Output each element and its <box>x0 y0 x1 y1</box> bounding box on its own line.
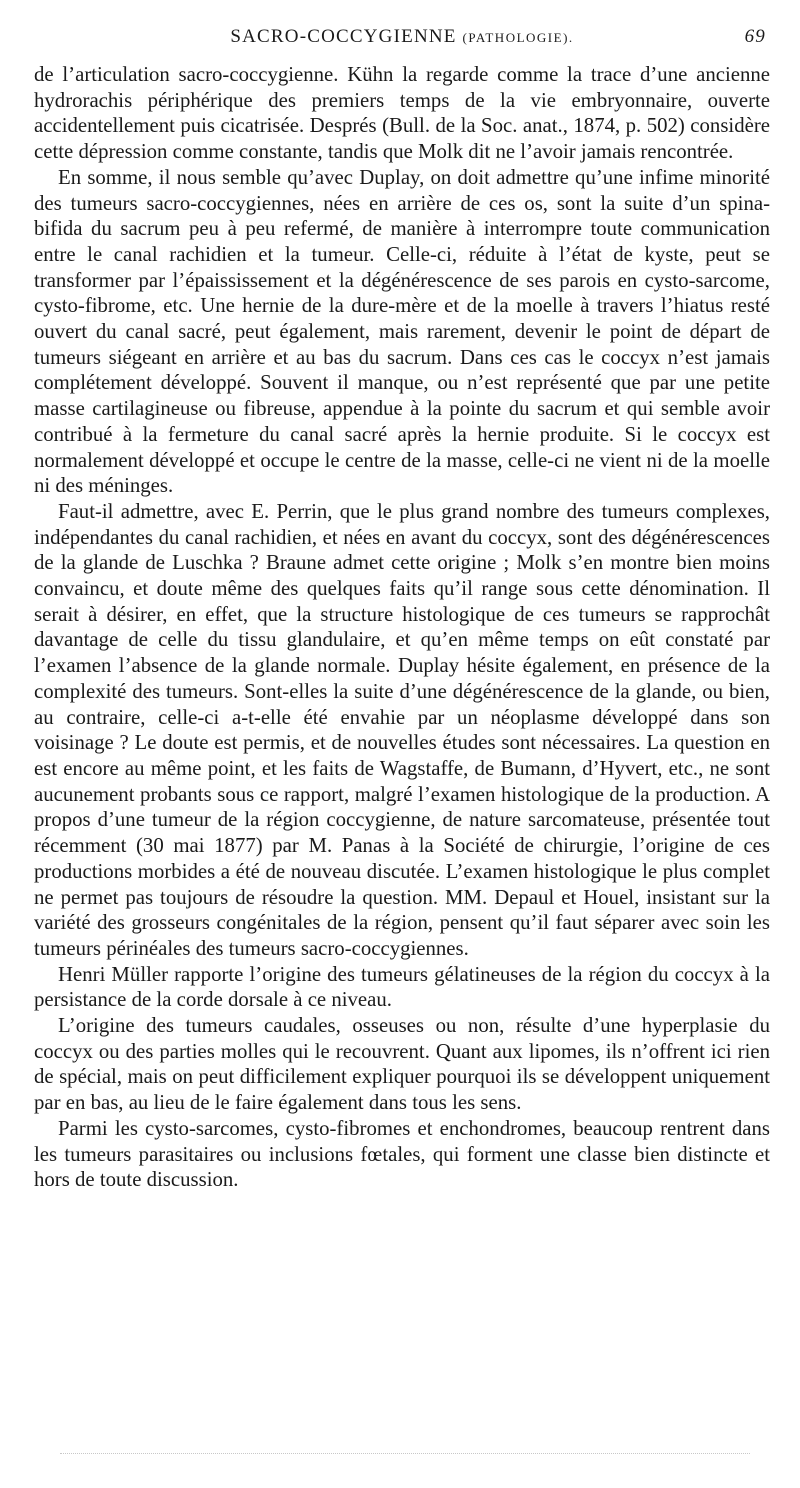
book-page <box>34 26 770 1193</box>
page-number: 69 <box>744 26 766 47</box>
running-title <box>34 26 770 48</box>
paragraph-continuation: de l’articulation sacro-coccygienne. Kühn la regarde comme la trace d’une ancienne hydrorachis périphérique des premiers temps de la vie embryonnaire, ouverte accidentellement puis cicatrisée. Després (Bull. de la Soc. anat., 1874, p. 502) considère cette dépression comme constante, tandis que Molk dit ne l’avoir jamais rencontrée. <box>34 63 770 164</box>
running-title-section: (PATHOLOGIE). <box>462 30 574 45</box>
body-text <box>34 62 770 1193</box>
running-head <box>34 26 770 54</box>
running-title-main: SACRO-COCCYGIENNE <box>230 26 457 47</box>
paragraph-luschka-gland: Faut-il admettre, avec E. Perrin, que le plus grand nombre des tumeurs complexes, indépendantes du canal rachidien, et nées en avant du coccyx, sont des dégénérescences de la glande de Luschka ? Braune admet cette origine ; Molk s’en montre bien moins convaincu, et doute même des quelques faits qu’il range sous cette dénomination. Il serait à désirer, en effet, que la structure histologique de ces tumeurs se rapprochât davantage de celle du tissu glandulaire, et qu’en même temps on eût constaté par l’examen l’absence de la glande normale. Duplay hésite également, en présence de la complexité des tumeurs. Sont-elles la suite d’une dégénérescence de la glande, ou bien, au contraire, celle-ci a-t-elle été envahie par un néoplasme développé dans son voisinage ? Le doute est permis, et de nouvelles études sont nécessaires. La question en est encore au même point, et les faits de Wagstaffe, de Bumann, d’Hyvert, etc., ne sont aucunement probants sous ce rapport, malgré l’examen histologique de la production. A propos d’une tumeur de la région coccygienne, de nature sarcomateuse, présentée tout récemment (30 mai 1877) par M. Panas à la Société de chirurgie, l’origine de ces productions morbides a été de nouveau discutée. L’examen histologique le plus complet ne permet pas toujours de résoudre la question. MM. Depaul et Houel, insistant sur la variété des grosseurs congénitales de la région, pensent qu’il faut séparer avec soin les tumeurs périnéales des tumeurs sacro-coccygiennes. <box>34 499 770 960</box>
footer-dotted-rule <box>60 1453 750 1454</box>
paragraph-caudal-tumors: L’origine des tumeurs caudales, osseuses ou non, résulte d’une hyperplasie du coccyx ou des parties molles qui le recouvrent. Quant aux lipomes, ils n’offrent ici rien de spécial, mais on peut difficilement expliquer pourquoi ils se développent uniquement par en bas, au lieu de le faire également dans tous les sens. <box>34 1014 770 1115</box>
paragraph-cysto-sarcomas: Parmi les cysto-sarcomes, cysto-fibromes et enchondromes, beaucoup rentrent dans les tumeurs parasitaires ou inclusions fœtales, qui forment une classe bien distincte et hors de toute discussion. <box>34 1116 770 1192</box>
paragraph-muller: Henri Müller rapporte l’origine des tumeurs gélatineuses de la région du coccyx à la persistance de la corde dorsale à ce niveau. <box>34 962 770 1012</box>
paragraph-duplay-summary: En somme, il nous semble qu’avec Duplay, on doit admettre qu’une infime minorité des tumeurs sacro-coccygiennes, nées en arrière de ces os, sont la suite d’un spina-bifida du sacrum peu à peu refermé, de manière à interrompre toute communication entre le canal rachidien et la tumeur. Celle-ci, réduite à l’état de kyste, peut se transformer par l’épaississement et la dégénérescence de ses parois en cysto-sarcome, cysto-fibrome, etc. Une hernie de la dure-mère et de la moelle à travers l’hiatus resté ouvert du canal sacré, peut également, mais rarement, devenir le point de départ de tumeurs siégeant en arrière et au bas du sacrum. Dans ces cas le coccyx n’est jamais complétement développé. Souvent il manque, ou n’est représenté que par une petite masse cartilagineuse ou fibreuse, appendue à la pointe du sacrum et qui semble avoir contribué à la fermeture du canal sacré après la hernie produite. Si le coccyx est normalement développé et occupe le centre de la masse, celle-ci ne vient ni de la moelle ni des méninges. <box>34 165 770 498</box>
